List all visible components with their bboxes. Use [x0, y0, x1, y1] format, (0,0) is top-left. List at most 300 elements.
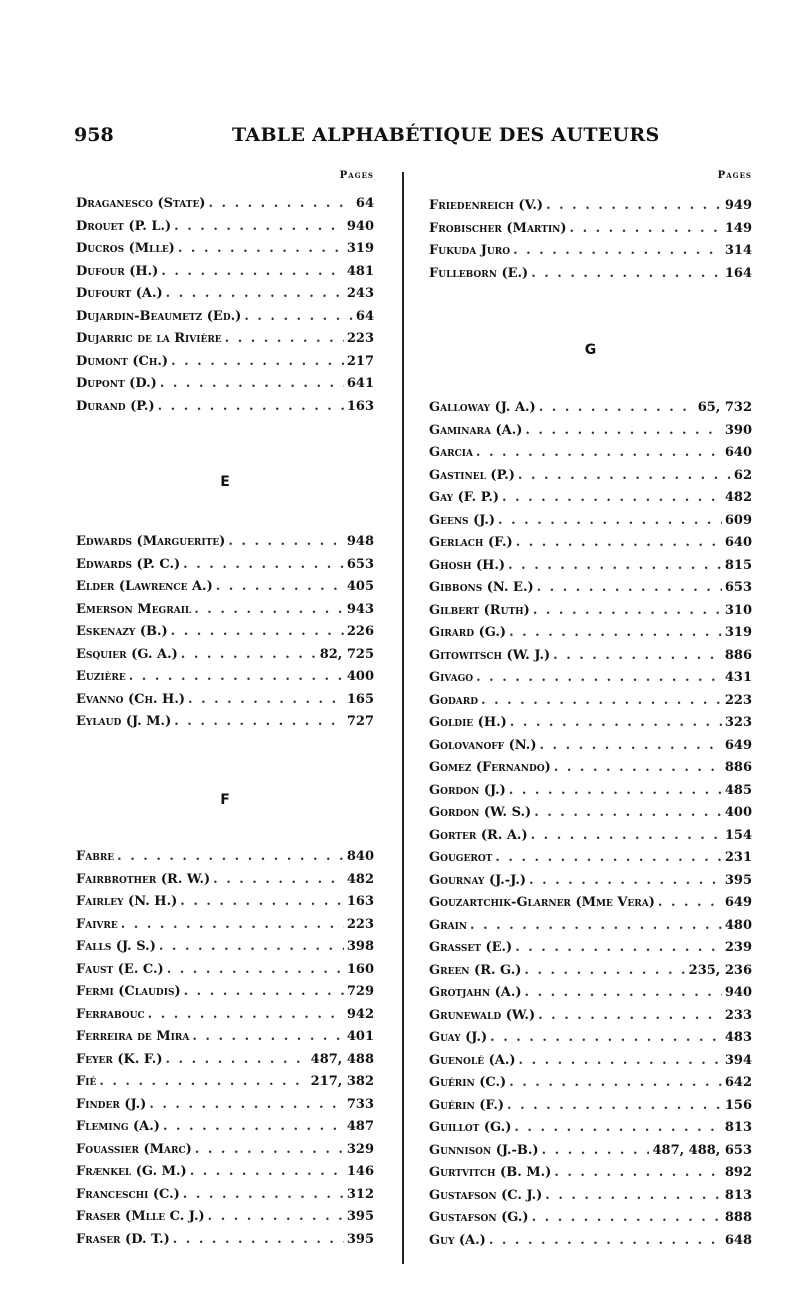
- page-refs: 314: [724, 243, 752, 258]
- index-entry: [429, 1008, 752, 1030]
- page-refs: 648: [724, 1232, 752, 1248]
- index-entry: [429, 1075, 752, 1097]
- dot-leader: [171, 354, 344, 369]
- dot-leader: [208, 196, 352, 211]
- column-divider: [402, 172, 404, 1264]
- author-name: Grotjahn (A.): [429, 985, 522, 1000]
- index-entry: [76, 534, 374, 556]
- index-entry: [429, 670, 752, 692]
- author-name: Galloway (J. A.): [429, 400, 536, 415]
- author-name: Ducros (Mlle): [76, 241, 175, 256]
- author-name: Gorter (R. A.): [429, 827, 528, 843]
- author-name: Draganesco (State): [76, 196, 206, 211]
- author-name: Fermi (Claudis): [76, 984, 181, 999]
- index-entry: [429, 873, 752, 895]
- dot-leader: [190, 1164, 344, 1179]
- author-name: Gerlach (F.): [429, 535, 513, 550]
- page-refs: 653: [724, 580, 752, 595]
- page-refs: 156: [724, 1097, 752, 1113]
- index-entry: [429, 490, 752, 512]
- dot-leader: [195, 1142, 344, 1157]
- page-refs: 223: [346, 916, 374, 932]
- index-entry: [429, 1165, 752, 1187]
- index-entry: [429, 400, 752, 422]
- page-refs: 727: [346, 714, 374, 729]
- dot-leader: [518, 468, 731, 483]
- dot-leader: [538, 1008, 722, 1023]
- dot-leader: [470, 918, 722, 933]
- author-name: Falls (J. S.): [76, 939, 156, 954]
- dot-leader: [180, 894, 344, 909]
- dot-leader: [183, 557, 344, 572]
- page-refs: 487, 488, 653: [652, 1142, 752, 1158]
- index-entry: [429, 513, 752, 535]
- dot-leader: [546, 198, 722, 213]
- page-refs: 886: [724, 760, 752, 775]
- page-refs: 164: [724, 265, 752, 281]
- index-entry: [429, 1098, 752, 1120]
- index-entry: [429, 985, 752, 1007]
- page-refs: 943: [346, 601, 374, 617]
- index-entry: [429, 1143, 752, 1165]
- dot-leader: [534, 805, 722, 820]
- index-entry: [429, 1233, 752, 1255]
- index-entry: [76, 849, 374, 871]
- index-entry: [429, 468, 752, 490]
- author-name: Finder (J.): [76, 1096, 147, 1112]
- dot-leader: [489, 1233, 722, 1248]
- dot-leader: [529, 873, 722, 888]
- dot-leader: [216, 579, 344, 594]
- dot-leader: [148, 1007, 344, 1022]
- author-name: Edwards (P. C.): [76, 556, 181, 572]
- author-name: Green (R. G.): [429, 962, 522, 978]
- author-name: Gay (F. P.): [429, 490, 500, 505]
- dot-leader: [188, 692, 344, 707]
- index-entry: [76, 196, 374, 218]
- author-name: Gournay (J.-J.): [429, 872, 527, 888]
- index-entry: [429, 1210, 752, 1232]
- section-letter-g: G: [584, 342, 597, 358]
- dot-leader: [160, 376, 344, 391]
- index-entry: [76, 399, 374, 421]
- author-name: Gougerot: [429, 850, 493, 865]
- author-name: Fié: [76, 1074, 97, 1089]
- page-refs: 483: [724, 1030, 752, 1045]
- index-entry: [76, 939, 374, 961]
- dot-leader: [554, 1165, 722, 1180]
- author-name: Golovanoff (N.): [429, 737, 537, 753]
- page-refs: 323: [724, 715, 752, 730]
- dot-leader: [225, 331, 344, 346]
- author-name: Esquier (G. A.): [76, 646, 178, 662]
- author-name: Fabre: [76, 849, 115, 864]
- page-refs: 641: [346, 376, 374, 391]
- dot-leader: [508, 558, 722, 573]
- page-refs: 733: [346, 1096, 374, 1112]
- author-name: Frænkel (G. M.): [76, 1164, 187, 1179]
- dot-leader: [244, 309, 353, 324]
- page-refs: 163: [346, 894, 374, 909]
- index-entry: [429, 243, 752, 265]
- dot-leader: [476, 670, 722, 685]
- author-name: Goldie (H.): [429, 715, 507, 730]
- page-refs: 149: [724, 220, 752, 236]
- dot-leader: [515, 940, 722, 955]
- index-entry: [429, 828, 752, 850]
- page-refs: 940: [346, 218, 374, 234]
- page-refs: 226: [346, 624, 374, 639]
- index-entry: [429, 783, 752, 805]
- dot-leader: [174, 219, 344, 234]
- index-entry: [76, 579, 374, 601]
- author-name: Guillot (G.): [429, 1120, 512, 1135]
- index-entry: [429, 625, 752, 647]
- page-refs: 64: [355, 196, 374, 211]
- index-entry: [76, 1187, 374, 1209]
- page-refs: 482: [724, 490, 752, 505]
- index-entry: [429, 940, 752, 962]
- author-name: Grain: [429, 917, 468, 933]
- section-letter-e: E: [220, 474, 230, 490]
- index-entry: [76, 1052, 374, 1074]
- page-refs: 640: [724, 535, 752, 550]
- dot-leader: [524, 963, 685, 978]
- index-entry: [76, 286, 374, 308]
- dot-leader: [178, 241, 344, 256]
- index-entry: [76, 692, 374, 714]
- author-name: Girard (G.): [429, 625, 507, 640]
- page-refs: 940: [724, 985, 752, 1000]
- author-name: Dufour (H.): [76, 263, 159, 279]
- index-entry: [76, 331, 374, 353]
- dot-leader: [553, 648, 722, 663]
- author-name: Faivre: [76, 916, 118, 932]
- page-refs: 487, 488: [310, 1051, 374, 1067]
- index-entry: [429, 198, 752, 220]
- page-refs: 481: [346, 263, 374, 279]
- page-refs: 653: [346, 556, 374, 572]
- dot-leader: [495, 850, 722, 865]
- author-name: Eylaud (J. M.): [76, 714, 172, 729]
- index-entry: [429, 603, 752, 625]
- page-refs: 840: [346, 849, 374, 864]
- page-refs: 223: [346, 331, 374, 346]
- page-refs: 480: [724, 917, 752, 933]
- dot-leader: [525, 985, 722, 1000]
- index-entry: [76, 376, 374, 398]
- author-name: Fouassier (Marc): [76, 1141, 192, 1157]
- page-refs: 239: [724, 940, 752, 955]
- dot-leader: [509, 783, 722, 798]
- page-refs: 729: [346, 984, 374, 999]
- author-name: Garcia: [429, 445, 473, 460]
- index-entry: [76, 624, 374, 646]
- index-entry: [76, 1164, 374, 1186]
- dot-leader: [519, 1053, 722, 1068]
- page-refs: 649: [724, 895, 752, 910]
- page-refs: 649: [724, 737, 752, 753]
- page-refs: 165: [346, 691, 374, 707]
- author-name: Gustafson (G.): [429, 1210, 529, 1225]
- dot-leader: [213, 872, 344, 887]
- author-name: Gouzartchik-Glarner (Mme Vera): [429, 895, 655, 910]
- index-entry: [76, 602, 374, 624]
- author-name: Gitowitsch (W. J.): [429, 647, 551, 663]
- dot-leader: [525, 423, 721, 438]
- page-refs: 487: [346, 1119, 374, 1134]
- page-refs: 154: [724, 827, 752, 843]
- author-name: Gaminara (A.): [429, 422, 523, 438]
- author-name: Elder (Lawrence A.): [76, 579, 213, 594]
- dot-leader: [509, 1075, 722, 1090]
- page-refs: 886: [724, 647, 752, 663]
- author-name: Fleming (A.): [76, 1119, 160, 1134]
- pages-heading: Pages: [717, 170, 752, 181]
- page-refs: 405: [346, 579, 374, 594]
- dot-leader: [658, 895, 722, 910]
- author-name: Fairley (N. H.): [76, 894, 178, 909]
- page-refs: 609: [724, 512, 752, 528]
- dot-leader: [537, 580, 722, 595]
- dot-leader: [149, 1097, 344, 1112]
- dot-leader: [510, 715, 722, 730]
- dot-leader: [183, 1187, 344, 1202]
- dot-leader: [502, 490, 722, 505]
- page-refs: 163: [346, 398, 374, 414]
- index-entry: [76, 962, 374, 984]
- dot-leader: [498, 513, 722, 528]
- dot-leader: [514, 1120, 722, 1135]
- page-header: [74, 124, 734, 154]
- dot-leader: [208, 1209, 344, 1224]
- dot-leader: [171, 624, 344, 639]
- dot-leader: [159, 939, 344, 954]
- dot-leader: [531, 266, 722, 281]
- dot-leader: [228, 534, 344, 549]
- dot-leader: [192, 1029, 344, 1044]
- dot-leader: [158, 399, 344, 414]
- author-name: Drouet (P. L.): [76, 218, 172, 234]
- index-entry: [76, 872, 374, 894]
- page-refs: 312: [346, 1186, 374, 1202]
- index-entry: [76, 557, 374, 579]
- page-refs: 395: [724, 872, 752, 888]
- index-entry: [429, 738, 752, 760]
- index-entry: [429, 895, 752, 917]
- dot-leader: [174, 714, 344, 729]
- page-refs: 390: [724, 422, 752, 438]
- dot-leader: [570, 221, 722, 236]
- author-name: Ferreira de Mira: [76, 1029, 190, 1044]
- page-refs: 235, 236: [688, 962, 752, 978]
- index-entry: [429, 535, 752, 557]
- dot-leader: [129, 669, 344, 684]
- dot-leader: [163, 1119, 344, 1134]
- index-entry: [429, 423, 752, 445]
- page-refs: 319: [346, 241, 374, 256]
- author-name: Fulleborn (E.): [429, 265, 529, 281]
- page-refs: 146: [346, 1164, 374, 1179]
- index-entry: [76, 1029, 374, 1051]
- page-refs: 815: [724, 557, 752, 573]
- dot-leader: [476, 445, 722, 460]
- index-entry: [76, 669, 374, 691]
- author-name: Feyer (K. F.): [76, 1051, 163, 1067]
- page-refs: 223: [724, 692, 752, 708]
- index-entry: [76, 714, 374, 736]
- index-entry: [76, 309, 374, 331]
- author-name: Ferrabouc: [76, 1006, 145, 1022]
- page-refs: 231: [724, 850, 752, 865]
- index-entry: [429, 580, 752, 602]
- author-name: Fraser (Mlle C. J.): [76, 1209, 205, 1224]
- index-entry: [76, 894, 374, 916]
- author-name: Dupont (D.): [76, 376, 157, 391]
- dot-leader: [490, 1030, 722, 1045]
- page-refs: 400: [346, 669, 374, 684]
- author-name: Geens (J.): [429, 512, 496, 528]
- dot-leader: [121, 917, 344, 932]
- index-entry: [429, 805, 752, 827]
- author-name: Faust (E. C.): [76, 961, 164, 977]
- dot-leader: [166, 286, 344, 301]
- page-title: TABLE ALPHABÉTIQUE DES AUTEURS: [232, 124, 660, 146]
- index-entry: [429, 715, 752, 737]
- author-name: Dufourt (A.): [76, 286, 163, 301]
- dot-leader: [194, 602, 344, 617]
- index-entry: [76, 1074, 374, 1096]
- index-entry: [429, 1188, 752, 1210]
- author-name: Dumont (Ch.): [76, 353, 169, 369]
- index-entry: [429, 1030, 752, 1052]
- page-refs: 942: [346, 1006, 374, 1022]
- author-name: Guérin (F.): [429, 1097, 505, 1113]
- author-name: Fukuda Juro: [429, 243, 511, 258]
- index-entry: [76, 1097, 374, 1119]
- index-entry: [76, 241, 374, 263]
- index-entry: [429, 1120, 752, 1142]
- page-refs: 64: [355, 308, 374, 324]
- author-name: Euzière: [76, 669, 126, 684]
- page-refs: 160: [346, 961, 374, 977]
- dot-leader: [117, 849, 344, 864]
- author-name: Evanno (Ch. H.): [76, 691, 186, 707]
- page-refs: 892: [724, 1165, 752, 1180]
- index-entry: [76, 917, 374, 939]
- index-entry: [429, 266, 752, 288]
- index-entry: [76, 647, 374, 669]
- index-entry: [429, 648, 752, 670]
- dot-leader: [181, 647, 317, 662]
- page-refs: 310: [724, 602, 752, 618]
- index-entry: [429, 963, 752, 985]
- author-name: Dujardin-Beaumetz (Ed.): [76, 308, 242, 324]
- page-refs: 394: [724, 1052, 752, 1068]
- author-name: Gustafson (C. J.): [429, 1187, 543, 1203]
- index-entry: [76, 1142, 374, 1164]
- dot-leader: [99, 1074, 307, 1089]
- author-name: Guenolé (A.): [429, 1052, 516, 1068]
- page-refs: 813: [724, 1120, 752, 1135]
- author-name: Durand (P.): [76, 398, 155, 414]
- section-letter-f: F: [220, 792, 230, 808]
- dot-leader: [161, 264, 344, 279]
- author-name: Guy (A.): [429, 1232, 486, 1248]
- index-entry: [429, 221, 752, 243]
- author-name: Gomez (Fernando): [429, 760, 551, 775]
- index-entry: [429, 445, 752, 467]
- dot-leader: [184, 984, 344, 999]
- pages-heading: Pages: [339, 170, 374, 181]
- author-name: Gastinel (P.): [429, 467, 515, 483]
- page-refs: 233: [724, 1007, 752, 1023]
- author-name: Frobischer (Martin): [429, 220, 567, 236]
- page-refs: 642: [724, 1075, 752, 1090]
- author-name: Grunewald (W.): [429, 1007, 536, 1023]
- page-refs: 243: [346, 286, 374, 301]
- author-name: Gilbert (Ruth): [429, 602, 530, 618]
- dot-leader: [481, 693, 722, 708]
- author-name: Fraser (D. T.): [76, 1231, 170, 1247]
- page-refs: 319: [724, 625, 752, 640]
- dot-leader: [509, 625, 722, 640]
- author-name: Grasset (E.): [429, 940, 513, 955]
- author-name: Fairbrother (R. W.): [76, 871, 211, 887]
- dot-leader: [533, 603, 722, 618]
- author-name: Gunnison (J.-B.): [429, 1142, 539, 1158]
- page-refs: 62: [733, 467, 752, 483]
- dot-leader: [554, 760, 722, 775]
- page-refs: 395: [346, 1231, 374, 1247]
- page-refs: 329: [346, 1141, 374, 1157]
- page-refs: 400: [724, 805, 752, 820]
- index-entry: [429, 760, 752, 782]
- index-entry: [429, 693, 752, 715]
- dot-leader: [539, 400, 695, 415]
- author-name: Gordon (W. S.): [429, 805, 532, 820]
- dot-leader: [516, 535, 722, 550]
- dot-leader: [532, 1210, 722, 1225]
- page-refs: 217: [346, 353, 374, 369]
- page-refs: 485: [724, 782, 752, 798]
- dot-leader: [507, 1098, 722, 1113]
- page-refs: 948: [346, 534, 374, 549]
- author-name: Godard: [429, 692, 479, 708]
- author-name: Gordon (J.): [429, 782, 506, 798]
- index-entry: [76, 1119, 374, 1141]
- page-refs: 65, 732: [697, 400, 752, 415]
- author-name: Franceschi (C.): [76, 1186, 180, 1202]
- index-entry: [429, 1053, 752, 1075]
- author-name: Emerson Megrail: [76, 601, 192, 617]
- dot-leader: [173, 1232, 344, 1247]
- dot-leader: [545, 1188, 722, 1203]
- author-name: Guay (J.): [429, 1030, 488, 1045]
- author-name: Dujarric de la Rivière: [76, 331, 222, 346]
- page-refs: 888: [724, 1210, 752, 1225]
- author-name: Gibbons (N. E.): [429, 580, 534, 595]
- page-refs: 82, 725: [319, 646, 374, 662]
- index-entry: [76, 354, 374, 376]
- dot-leader: [513, 243, 722, 258]
- author-name: Ghosh (H.): [429, 557, 506, 573]
- author-name: Friedenreich (V.): [429, 198, 544, 213]
- index-entry: [76, 1209, 374, 1231]
- dot-leader: [165, 1052, 307, 1067]
- index-entry: [429, 850, 752, 872]
- index-entry: [429, 918, 752, 940]
